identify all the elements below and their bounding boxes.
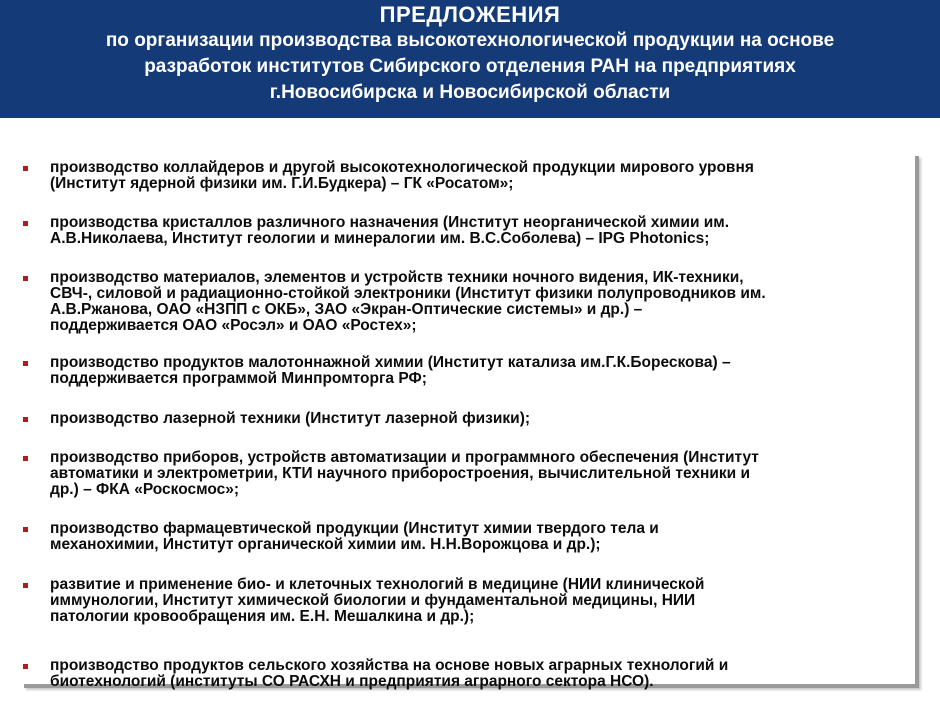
page-title: ПРЕДЛОЖЕНИЯ	[379, 2, 561, 27]
bullet-icon	[23, 527, 28, 532]
bullet-icon	[23, 221, 28, 226]
header-banner	[0, 0, 940, 118]
list-item-text: производство лазерной техники (Институт лазерной физики);	[50, 410, 531, 427]
subtitle-line-3: г.Новосибирска и Новосибирской области	[269, 82, 671, 103]
bullet-icon	[23, 276, 28, 281]
bullet-icon	[23, 417, 28, 422]
bullet-icon	[23, 456, 28, 461]
list-item-text: производство продуктов малотоннажной химии (Институт катализа им.Г.К.Борескова) – поддерживается программой Минпромторга РФ;	[50, 354, 731, 387]
subtitle-line-1: по организации производства высокотехнологической продукции на основе	[105, 30, 835, 51]
list-item-text: производство приборов, устройств автоматизации и программного обеспечения (Институт автоматики и электрометрии, КТИ научного приборостроения, вычислительной техники и др.) – ФКА «Роскосмос»;	[50, 449, 759, 498]
proposals-box	[20, 152, 915, 690]
list-item-text: производство материалов, элементов и устройств техники ночного видения, ИК-техники, СВЧ-, силовой и радиационно-стойкой электроники (Институт физики полупроводников им. А.В.Ржанова, ОАО «НЗПП с ОКБ», ЗАО «Экран-Оптические системы» и др.) – поддерживается ОАО «Росэл» и ОАО «Ростех»;	[50, 269, 766, 334]
list-item-text: производство фармацевтической продукции (Институт химии твердого тела и механохимии, Институт органической химии им. Н.Н.Ворожцова и др.);	[50, 520, 659, 553]
bullet-icon	[23, 664, 28, 669]
list-item-text: производство коллайдеров и другой высокотехнологической продукции мирового уровня (Институт ядерной физики им. Г.И.Будкера) – ГК «Росатом»;	[50, 159, 754, 192]
list-item-text: развитие и применение био- и клеточных технологий в медицине (НИИ клинической иммунологии, Институт химической биологии и фундаментальной медицины, НИИ патологии кровообращения им. Е.Н. Мешалкина и др.);	[50, 576, 705, 625]
list-item-text: производства кристаллов различного назначения (Институт неорганической химии им. А.В.Николаева, Институт геологии и минералогии им. В.С.Соболева) – IPG Photonics;	[50, 214, 730, 247]
bullet-icon	[23, 583, 28, 588]
subtitle-line-2: разработок институтов Сибирского отделения РАН на предприятиях	[144, 56, 796, 77]
bullet-icon	[23, 166, 28, 171]
list-item-text: производство продуктов сельского хозяйства на основе новых аграрных технологий и биотехнологий (институты СО РАСХН и предприятия аграрного сектора НСО).	[50, 657, 729, 690]
bullet-icon	[23, 361, 28, 366]
